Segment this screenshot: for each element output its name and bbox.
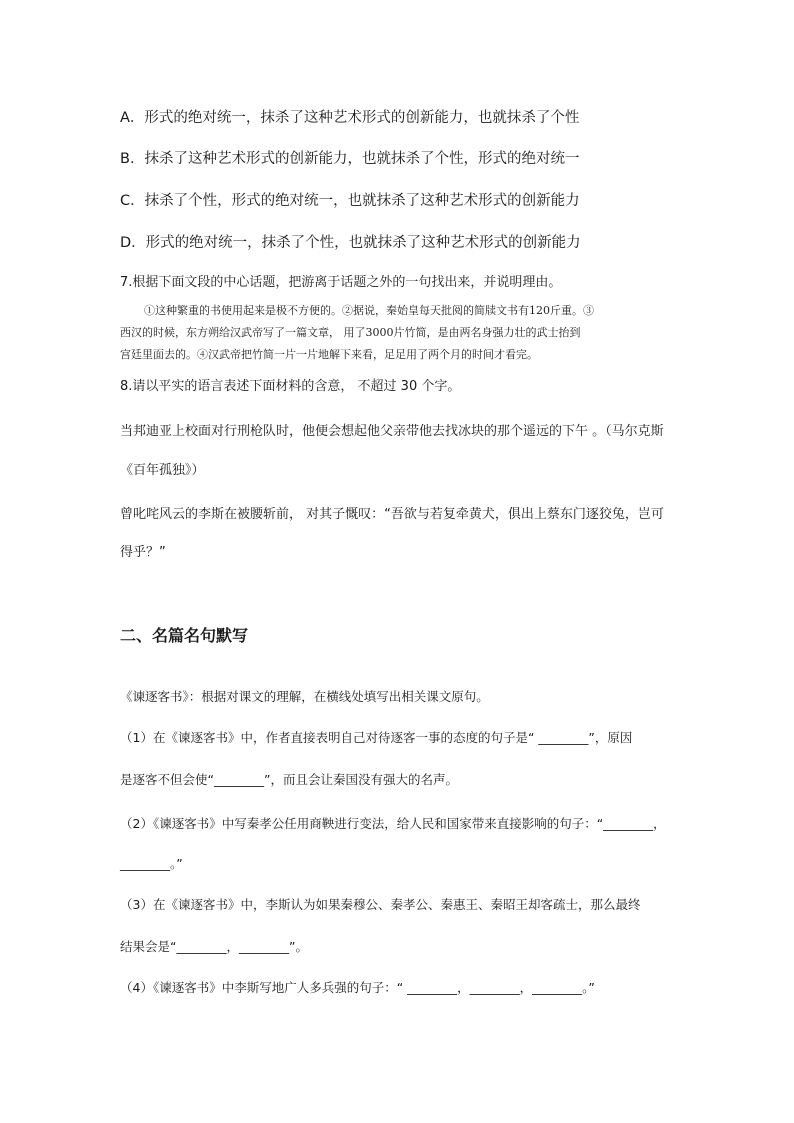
option-b: B．抹杀了这种艺术形式的创新能力，也就抹杀了个性，形式的绝对统一 <box>120 151 580 167</box>
material-1-source: 《百年孤独》） <box>120 463 205 478</box>
material-2-line: 曾叱咤风云的李斯在被腰斩前， 对其子慨叹：“吾欲与若复牵黄犬，俱出上蔡东门逐狡兔，岂可 <box>120 507 664 522</box>
question-7-prompt: 7.根据下面文段的中心话题，把游离于话题之外的一句找出来，并说明理由。 <box>120 275 562 290</box>
fill-line: 结果会是“________，________”。 <box>120 939 308 954</box>
passage-line: 宫廷里面去的。④汉武帝把竹简一片一片地解下来看，足足用了两个月的时间才看完。 <box>120 348 538 361</box>
material-2-end: 得乎？” <box>120 545 166 560</box>
question-8-prompt: 8.请以平实的语言表述下面材料的含意， 不超过 30 个字。 <box>120 379 461 394</box>
fill-line: （1）在《谏逐客书》中，作者直接表明自己对待逐客一事的态度的句子是“ ________”，原因 <box>120 730 633 745</box>
fill-line: （3）在《谏逐客书》中，李斯认为如果秦穆公、秦孝公、秦惠王、秦昭王却客疏士，那么最终 <box>120 897 641 912</box>
fill-line: ________。” <box>120 856 183 871</box>
section-heading: 二、名篇名句默写 <box>120 626 249 645</box>
option-c: C．抹杀了个性，形式的绝对统一，也就抹杀了这种艺术形式的创新能力 <box>120 193 580 209</box>
passage-line: ①这种繁重的书使用起来是极不方便的。②据说，秦始皇每天批阅的简牍文书有120斤重。③ <box>144 304 594 317</box>
question-7-passage <box>120 300 692 366</box>
option-d: D．形式的绝对统一，抹杀了个性，也就抹杀了这种艺术形式的创新能力 <box>120 235 581 251</box>
fill-line: 是逐客不但会使“________”，而且会让秦国没有强大的名声。 <box>120 772 458 787</box>
fill-line: （2）《谏逐客书》中写秦孝公任用商鞅进行变法，给人民和国家带来直接影响的句子：“________， <box>120 816 666 831</box>
fill-line: （4）《谏逐客书》中李斯写地广人多兵强的句子：“ ________，________，________。” <box>120 980 595 995</box>
passage-line: 西汉的时候，东方朔给汉武帝写了一篇文章， 用了3000片竹简，是由两名身强力壮的武士抬到 <box>120 326 581 339</box>
option-a: A．形式的绝对统一，抹杀了这种艺术形式的创新能力，也就抹杀了个性 <box>120 110 580 126</box>
material-1-line: 当邦迪亚上校面对行刑枪队时，他便会想起他父亲带他去找冰块的那个遥远的下午 。（马尔克斯 <box>120 424 664 439</box>
section-intro: 《谏逐客书》：根据对课文的理解，在横线处填写出相关课文原句。 <box>120 689 489 704</box>
